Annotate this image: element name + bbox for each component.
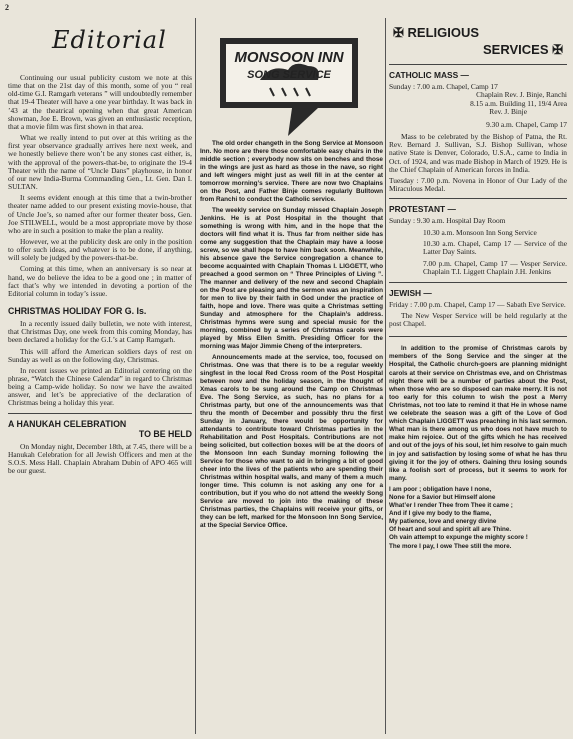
song-service-paragraph: The old order changeth in the Song Service at Monsoon Inn. No more are there those comfortable easy chairs in the middle section ; everybody now sits on benches and those in the wings are just as hard as those in the nave, so right and left wingers might just as well fill in at the center at tomorrow morning’s service. There are now two Chaplains on the Post, and Father Binje comes regularly Bulltown from Ranchi to conduct the Catholic service.	[200, 140, 383, 203]
schedule-line: Chaplain Rev. J. Binje, Ranchi	[476, 90, 567, 100]
poem-line: Of heart and soul and spirit all are Thine.	[389, 526, 512, 534]
schedule-line: Sunday : 9.30 a.m. Hospital Day Room	[389, 216, 506, 226]
poem-line: I am poor ; obligation have I none,	[389, 485, 492, 493]
column-song-service	[200, 18, 383, 533]
tuesday-line: Tuesday : 7.00 p.m. Novena in Honor of Our Lady of the Miraculous Medal.	[389, 175, 567, 193]
song-service-paragraph: Announcements made at the service, too, focused on Christmas. One was that there is to be a regular weekly singfest in the local Red Cross room of the Post Hospital between now and the holiday season, in the thought of Xmas carols to be sung around the Camp on Christmas Eve. The Song Service, as such, has no plans for a Christmas party, but one of the announcements was that thru the month of December and possibly thru the first Sunday in January, there would be opportunity for attendants to contribute toward Christmas parties in the Rehabilitation and Post Hospitals. Contributions are not being solicited, but collection boxes will be at the doors of the Monsoon Inn each Sunday morning following the Service for those who want to aid in bringing a bit of good cheer into the lives of the patients who are spending their Christmas within hospital walls, and many of them a much longer time. This column is not asking any one for a contribution, but if you who do not attend the weekly Song Service are moved to join into the making of these Christmas parties, the Chaplains will receive your gifts, or they can be left, marked for the Monsoon Inn Song Service, at the Special Service Office.	[200, 354, 383, 529]
column-religious	[389, 18, 567, 551]
hanukah-paragraph: On Monday night, December 18th, at 7.45, there will be a Hanukah Celebration for all Jewish Officers and men at the S.O.S. Mess Hall. Chaplain Abraham Dubin of APO 465 will be our guest.	[8, 441, 192, 476]
poem-line: What’er I render Thee from Thee it came ;	[389, 502, 513, 510]
schedule-line: 10.30 a.m. Monsoon Inn Song Service	[423, 227, 537, 237]
schedule-line: Sunday : 7.00 a.m. Chapel, Camp 17	[389, 82, 498, 91]
christmas-paragraph: In recent issues we printed an Editorial centering on the phrase, “Watch the Chinese Calendar” in regard to Christmas being a Camp-wide holiday. So now we have the awaited answer, and let’s be appreciative of the declaration of Christmas being a holiday this year.	[8, 365, 192, 408]
christmas-paragraph: In a recently issued daily bulletin, we note with interest, that Christmas Day, one week from this coming Monday, has been declared a holiday for the G.I.’s at Camp Ramgarh.	[8, 319, 192, 345]
editorial-paragraph: Continuing our usual publicity custom we note at this time that on the 21st day of this month, some of you “ real old-time G.I. Ramgarh veterans ” will undoubtedly remember that 19-4 Theater will have a one year birthday. It was back in ’43 at the theatrical opening when that great American showman, Joe E. Brown, was given an enthusiastic reception, that a movie film was first shown in that area.	[8, 73, 192, 131]
poem-line: The more I pay, I owe Thee still the more.	[389, 542, 512, 550]
schedule-line: Friday : 7.00 p.m. Chapel, Camp 17 — Sabath Eve Service.	[389, 299, 566, 309]
hanukah-heading-2: TO BE HELD	[138, 428, 192, 439]
catholic-heading: CATHOLIC MASS —	[389, 70, 469, 80]
song-service-paragraph: The weekly service on Sunday missed Chaplain Joseph Jenkins. He is at Post Hospital in the thought that something is wrong with him, and in the hope that the doctors will find what it is. Thus far from neither side has come any suggestion that the Chaplain may have a loose screw, so we shall hope to have him back soon. Meanwhile, his absence gave the Service congregation a chance to become acquainted with Chaplain Thomas I. LIGGETT, who preached a good sermon on “ Three Principles of Living ”. The manner and delivery of the new and second Chaplain on the Post are pleasing and the sermon was an inspiration for men to live by their faith in God under the practice of faith, hope and love. There was quite a Christmas setting Sunday and atmosphere for the Chaplain’s address. Christmas hymns were sung and special music for the morning, combined by a series of Christmas carols were played by Miss Ellen Smith. Presiding Officer for the morning was Major Jimmie Cheng of the interpreters.	[200, 207, 383, 350]
editorial-paragraph: What we really intend to put over at this writing as the first year observance gradually arrives here next week, and we honestly believe there won’t be any stones cast either, is, with the approval of the powers-that-be, to originate the 19-4 Theater with the name of “Uncle Dans” playhouse, in honor of our new India-Burma Commanding Gen., Lt. Gen. Dan I. SULTAN.	[8, 133, 192, 192]
divider	[389, 336, 567, 337]
divider	[389, 64, 567, 65]
divider	[389, 198, 567, 199]
divider	[389, 282, 567, 283]
column-editorial	[8, 18, 192, 478]
religious-heading-line1: ✠ RELIGIOUS	[393, 25, 480, 40]
religious-heading	[393, 24, 567, 58]
jewish-heading: JEWISH —	[389, 287, 432, 298]
hanukah-heading: A HANUKAH CELEBRATION	[8, 418, 127, 429]
addition-paragraph: In addition to the promise of Christmas carols by members of the Song Service and the singer at the Hospital, the Catholic church-goers are planning midnight carols at their service on Christmas eve, and on Christmas night there will be a number of parties about the Post, when those who are so disposed can make merry. It is not too early for this column to wish the post a Merry Christmas, not too late to remind it that He in whose name we celebrate the season was a gift of the Love of God which Chaplain LIGGETT was preaching in his last sermon. What man is there among us who does not have much to make him rejoice. Out of the gifts which he has received and out of the joys of his soul, let him resolve to gain much in joy and satisfaction by losing some of what he has thru giving it for the joy of others. Gaining thru losing sounds like a foolish sort of process, but it seems to work for many.	[389, 345, 567, 482]
bishop-paragraph: Mass to be celebrated by the Bishop of Patna, the Rt. Rev. Bernard J. Sullivan, S.J. Bishop Sullivan, whose native State is Denver, Colorado, U.S.A., came to India in Oct. of 1924, and was made Bishop in March of 1929. He is the Chief Chaplain of American forces in India.	[389, 132, 567, 174]
editorial-paragraph: Coming at this time, when an anniversary is so near at hand, we do believe the idea to be a good one ; in matter of fact that’s why we intended in devoting a portion of the Editorial column in today’s issue.	[8, 264, 192, 298]
column-rule	[385, 18, 386, 734]
poem-line: My patience, love and energy divine	[389, 518, 497, 526]
schedule-line: 10.30 a.m. Chapel, Camp 17 — Service of the Latter Day Saints.	[423, 238, 567, 257]
schedule-line: 7.00 p.m. Chapel, Camp 17 — Vesper Service. Chaplain T.I. Liggett Chaplain J.H. Jenkins	[423, 258, 567, 277]
protestant-heading: PROTESTANT —	[389, 204, 456, 215]
schedule-line: 8.15 a.m. Building 11, 19/4 Area	[470, 98, 567, 108]
logo-title: MONSOON INN	[234, 49, 344, 66]
christmas-paragraph: This will afford the American soldiers days of rest on Sunday as well as on the following day, Christmas.	[8, 346, 192, 364]
song-service-logo	[200, 18, 383, 140]
poem-line: None for a Savior but Himself alone	[389, 493, 496, 501]
poem-line: And if I give my body to the flame,	[389, 510, 492, 518]
editorial-title: Editorial	[52, 26, 167, 54]
poem-line: Oh vain attempt to expunge the mighty score !	[389, 534, 528, 542]
vesper-note: The New Vesper Service will be held regularly at the post Chapel.	[389, 310, 567, 329]
editorial-paragraph: However, we at the publicity desk are only in the position to offer such ideas, and whatever is to be done, if anything, will solely be judged by the powers-that-be.	[8, 236, 192, 263]
schedule-line: 9.30 a.m. Chapel, Camp 17	[486, 119, 567, 129]
editorial-paragraph: It seems evident enough at this time that a twin-brother theater name added to our present existing movie-house, that of Uncle Joe’s, so named after our former theater boss, Gen. Joe STILWELL, would be a most appropriate move by those who are in such a position to make the plan a reality.	[8, 193, 192, 235]
schedule-line: Rev. J. Binje	[489, 107, 527, 117]
christmas-holiday-heading: CHRISTMAS HOLIDAY FOR G. Is.	[8, 306, 147, 317]
divider	[8, 413, 192, 414]
monsoon-inn-logo-icon	[200, 18, 383, 140]
religious-heading-line2: SERVICES ✠	[482, 42, 563, 57]
logo-subtitle: SONG SERVICE	[247, 69, 331, 81]
column-rule	[195, 18, 196, 734]
page-number: 2	[5, 3, 9, 12]
